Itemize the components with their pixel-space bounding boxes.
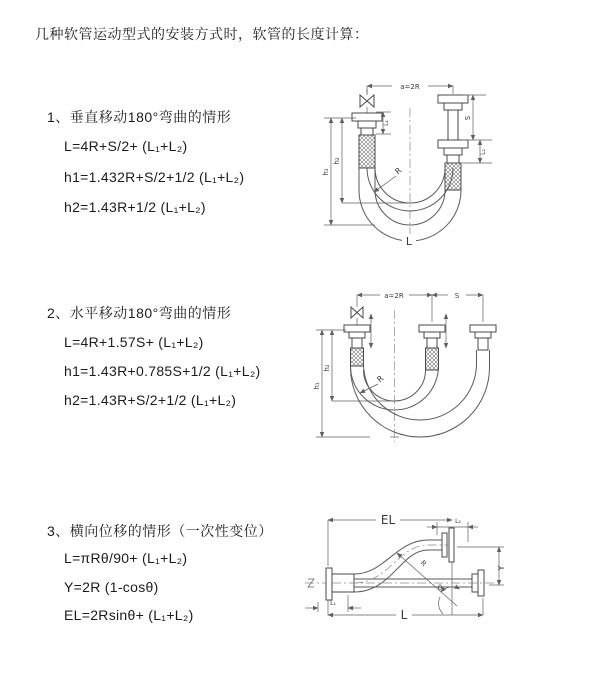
dim-s (432, 292, 483, 322)
dim-radius (374, 166, 404, 192)
label-s: S (464, 115, 472, 121)
label-radius: R (375, 373, 386, 385)
valve-icon (351, 295, 363, 325)
left-fitting (344, 325, 370, 366)
section-3-formula-Y: Y=2R (1-cosθ) (64, 579, 159, 595)
label-l1: L₁ (383, 120, 390, 126)
label-l1: L₁ (330, 600, 336, 607)
section-3-heading: 3、横向位移的情形（一次性变位） (47, 523, 273, 539)
dim-a-2R (357, 292, 432, 300)
section-2-heading: 2、水平移动180°弯曲的情形 (47, 305, 232, 321)
centerline-mark (305, 579, 326, 587)
section-2-formula-L: L=4R+1.57S+ (L₁+L₂) (64, 334, 204, 350)
label-s: S (454, 292, 460, 300)
label-radius: R (418, 558, 428, 569)
section-2-formula-h2: h2=1.43R+S/2+1/2 (L₁+L₂) (64, 392, 237, 408)
label-h1: h₁ (313, 382, 321, 390)
label-el: EL (380, 513, 396, 527)
section-3-formula-EL: EL=2Rsinθ+ (L₁+L₂) (64, 607, 194, 623)
diagram-horizontal-180-bend (312, 282, 597, 460)
hose-s-curve (354, 540, 449, 592)
label-a2r: a=2R (384, 292, 404, 300)
hose-braid (359, 135, 375, 168)
label-l2: L₂ (480, 149, 487, 155)
dim-length (402, 234, 416, 248)
middle-fitting (419, 325, 445, 370)
label-h2: h₂ (323, 364, 331, 372)
page-title: 几种软管运动型式的安装方式时，软管的长度计算： (35, 26, 369, 42)
section-2-formula-h1: h1=1.43R+0.785S+1/2 (L₁+L₂) (64, 363, 261, 379)
right-fitting (470, 325, 496, 350)
label-theta: θ (437, 584, 443, 592)
label-a2r: a=2R (400, 83, 420, 91)
label-h1: h₁ (322, 168, 330, 176)
hose-braid (445, 163, 461, 190)
left-fitting (352, 113, 382, 168)
dim-theta (438, 562, 460, 615)
section-1-formula-L: L=4R+S/2+ (L₁+L₂) (64, 138, 188, 154)
hose-braid (426, 348, 439, 370)
diagram-lateral-displacement (300, 502, 600, 657)
section-1-heading: 1、垂直移动180°弯曲的情形 (47, 109, 232, 125)
label-length: L (400, 608, 408, 622)
label-length: L (405, 235, 413, 248)
diagram-vertical-180-bend (312, 68, 592, 258)
section-3-formula-L: L=πRθ/90+ (L₁+L₂) (64, 550, 188, 566)
section-1-formula-h2: h2=1.43R+1/2 (L₁+L₂) (64, 199, 206, 215)
dim-length (328, 598, 483, 622)
section-1-formula-h1: h1=1.432R+S/2+1/2 (L₁+L₂) (64, 169, 245, 185)
left-flange (326, 568, 354, 600)
valve-icon (360, 89, 374, 113)
label-l2: L₂ (455, 518, 461, 525)
dim-l1 (305, 595, 361, 612)
label-y: Y (497, 565, 506, 571)
label-h2: h₂ (333, 157, 341, 165)
hose-u-bend (351, 350, 490, 437)
dim-a-2R (367, 83, 453, 94)
label-radius: R (393, 165, 404, 177)
hose-braid (351, 348, 364, 366)
